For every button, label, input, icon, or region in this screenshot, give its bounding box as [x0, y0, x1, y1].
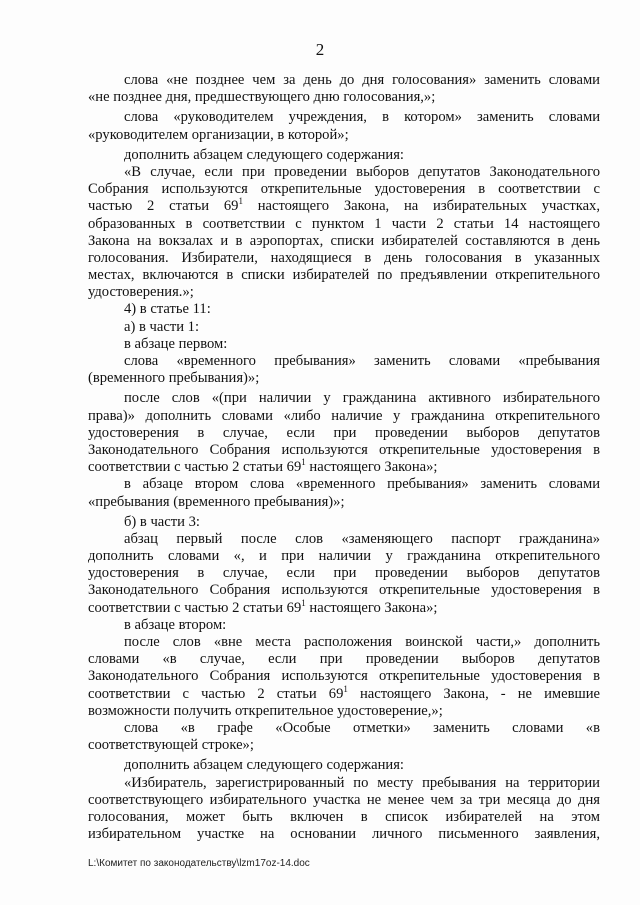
- text-line: голосования, может быть включен в список избирателей на этом: [88, 808, 600, 825]
- superscript-index: 1: [238, 196, 243, 207]
- text-line: Законодательного Собрания используются открепительные удостоверения в: [88, 441, 600, 458]
- text-line: слова «в графе «Особые отметки» заменить словами «в: [124, 719, 600, 736]
- text-line: дополнить абзацем следующего содержания:: [124, 146, 404, 163]
- text-line: соответствующей строке»;: [88, 737, 254, 754]
- text-line: абзац первый после слов «заменяющего паспорт гражданина»: [124, 530, 600, 547]
- text-line: Законодательного Собрания используются открепительные удостоверения в: [88, 668, 600, 685]
- text-line: Собрания используются открепительные удостоверения в соответствии с: [88, 181, 600, 198]
- text-line: «Избиратель, зарегистрированный по месту пребывания на территории: [124, 774, 600, 791]
- text-line: образованных в соответствии с пунктом 1 части 2 статьи 14 настоящего: [88, 215, 600, 232]
- text-line: в абзаце первом:: [124, 335, 228, 352]
- text-line: частью 2 статьи $69^1$ настоящего Закона, на избирательных участках,: [88, 196, 601, 215]
- page-number: 2: [315, 40, 325, 59]
- file-path-footer: L:\Комитет по законодательству\lzm17oz-14.doc: [88, 858, 310, 869]
- text-line: слова «не позднее чем за день до дня голосования» заменить словами: [124, 72, 600, 88]
- superscript-index: 1: [343, 683, 348, 694]
- text-line: местах, включаются в списки избирателей по предъявлении открепительного: [88, 267, 600, 284]
- text-line: б) в части 3:: [124, 513, 200, 530]
- text-line: после слов «(при наличии у гражданина активного избирательного: [124, 390, 600, 407]
- text-line: слова «руководителем учреждения, в котором» заменить словами: [124, 109, 600, 126]
- text-line: права)» дополнить словами «либо наличие у гражданина открепительного: [88, 407, 600, 424]
- text-line: в абзаце втором:: [124, 616, 227, 633]
- text-line: «не позднее дня, предшествующего дню голосования,»;: [88, 89, 436, 106]
- text-line: Закона на вокзалах и в аэропортах, списки избирателей составляются в день: [88, 232, 600, 249]
- text-line: в абзаце втором слова «временного пребывания» заменить словами: [124, 476, 600, 493]
- text-line: после слов «вне места расположения воинской части,» дополнить: [124, 634, 600, 650]
- text-line: «пребывания (временного пребывания)»;: [88, 493, 345, 510]
- text-line: «руководителем организации, в которой»;: [88, 126, 349, 143]
- text-line: соответствии с частью 2 статьи $69^1$ настоящего Закона, - не имевшие: [88, 683, 601, 702]
- text-line: Законодательного Собрания используются открепительные удостоверения в: [88, 582, 600, 599]
- text-line: словами «в случае, если при проведении выборов депутатов: [88, 651, 600, 668]
- text-line: возможности получить открепительное удостоверение,»;: [88, 702, 443, 719]
- text-line: слова «временного пребывания» заменить словами «пребывания: [124, 353, 600, 369]
- text-line: соответствии с частью 2 статьи $69^1$ настоящего Закона»;: [88, 597, 438, 616]
- text-line: соответствующего избирательного участка не менее чем за три месяца до дня: [88, 791, 600, 808]
- superscript-index: 1: [301, 457, 306, 468]
- text-line: (временного пребывания)»;: [88, 370, 260, 387]
- text-line: удостоверения в случае, если при проведении выборов депутатов: [88, 424, 600, 441]
- superscript-index: 1: [301, 597, 306, 608]
- document-body: [88, 72, 600, 843]
- text-line: голосования. Избиратели, находящиеся в день голосования в указанных: [88, 249, 600, 266]
- text-line: избирательном участке на основании личного письменного заявления,: [88, 826, 600, 843]
- text-line: «В случае, если при проведении выборов депутатов Законодательного: [124, 163, 600, 180]
- text-line: удостоверения в случае, если при проведении выборов депутатов: [88, 565, 600, 582]
- text-line: а) в части 1:: [124, 318, 200, 335]
- text-line: дополнить словами «, и при наличии у гражданина открепительного: [88, 548, 600, 565]
- text-line: соответствии с частью 2 статьи $69^1$ настоящего Закона»;: [88, 457, 438, 476]
- text-line: 4) в статье 11:: [124, 301, 211, 318]
- text-line: дополнить абзацем следующего содержания:: [124, 757, 404, 774]
- text-line: удостоверения.»;: [88, 284, 194, 301]
